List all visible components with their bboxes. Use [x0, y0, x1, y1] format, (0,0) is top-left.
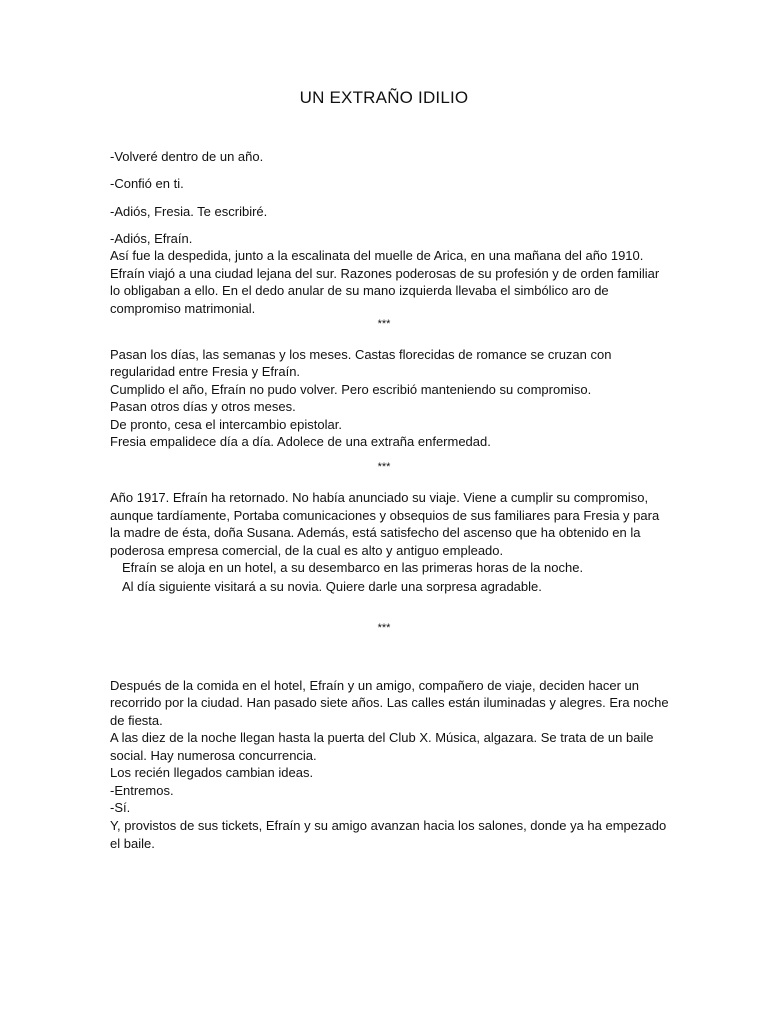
- paragraph-line: poderosa empresa comercial, de la cual es alto y antiguo empleado.: [110, 543, 504, 558]
- paragraph-line: aunque tardíamente, Portaba comunicaciones y obsequios de sus familiares para Fresia y para: [110, 508, 660, 523]
- paragraph-line: Efraín se aloja en un hotel, a su desembarco en las primeras horas de la noche.: [122, 560, 584, 575]
- paragraph-line: Pasan los días, las semanas y los meses. Castas florecidas de romance se cruzan con: [110, 347, 612, 362]
- paragraph-line: Después de la comida en el hotel, Efraín y un amigo, compañero de viaje, deciden hacer un: [110, 678, 639, 693]
- paragraph-line: el baile.: [110, 836, 155, 851]
- paragraph-line: lo obligaban a ello. En el dedo anular de su mano izquierda llevaba el simbólico aro de: [110, 283, 609, 298]
- dialogue-line: -Volveré dentro de un año.: [110, 149, 264, 164]
- paragraph-line: Pasan otros días y otros meses.: [110, 399, 296, 414]
- paragraph-line: Al día siguiente visitará a su novia. Quiere darle una sorpresa agradable.: [122, 579, 542, 594]
- dialogue-line: -Adiós, Fresia. Te escribiré.: [110, 204, 268, 219]
- document-title: UN EXTRAÑO IDILIO: [299, 88, 469, 107]
- paragraph-line: Así fue la despedida, junto a la escalinata del muelle de Arica, en una mañana del año 1910.: [110, 248, 644, 263]
- dialogue-line: -Confió en ti.: [110, 176, 184, 191]
- paragraph-line: Los recién llegados cambian ideas.: [110, 765, 314, 780]
- paragraph-line: A las diez de la noche llegan hasta la puerta del Club X. Música, algazara. Se trata de un baile: [110, 730, 654, 745]
- paragraph-line: de fiesta.: [110, 713, 163, 728]
- paragraph-line: Y, provistos de sus tickets, Efraín y su amigo avanzan hacia los salones, donde ya ha empezado: [110, 818, 667, 833]
- dialogue-line: -Sí.: [110, 800, 131, 815]
- paragraph-line: social. Hay numerosa concurrencia.: [110, 748, 317, 763]
- paragraph-line: De pronto, cesa el intercambio epistolar.: [110, 417, 342, 432]
- dialogue-line: -Adiós, Efraín.: [110, 231, 193, 246]
- paragraph-line: Fresia empalidece día a día. Adolece de una extraña enfermedad.: [110, 434, 491, 449]
- section-separator: ***: [377, 622, 391, 634]
- dialogue-line: -Entremos.: [110, 783, 174, 798]
- paragraph-line: compromiso matrimonial.: [110, 301, 256, 316]
- paragraph-line: recorrido por la ciudad. Han pasado siete años. Las calles están iluminadas y alegres. Era noche: [110, 695, 669, 710]
- section-separator: ***: [377, 318, 391, 330]
- section-separator: ***: [377, 461, 391, 473]
- paragraph-line: Año 1917. Efraín ha retornado. No había anunciado su viaje. Viene a cumplir su compromiso,: [110, 490, 649, 505]
- paragraph-line: Efraín viajó a una ciudad lejana del sur. Razones poderosas de su profesión y de orden familiar: [110, 266, 660, 281]
- paragraph-line: la madre de ésta, doña Susana. Además, está satisfecho del ascenso que ha obtenido en la: [110, 525, 641, 540]
- paragraph-line: regularidad entre Fresia y Efraín.: [110, 364, 301, 379]
- paragraph-line: Cumplido el año, Efraín no pudo volver. Pero escribió manteniendo su compromiso.: [110, 382, 592, 397]
